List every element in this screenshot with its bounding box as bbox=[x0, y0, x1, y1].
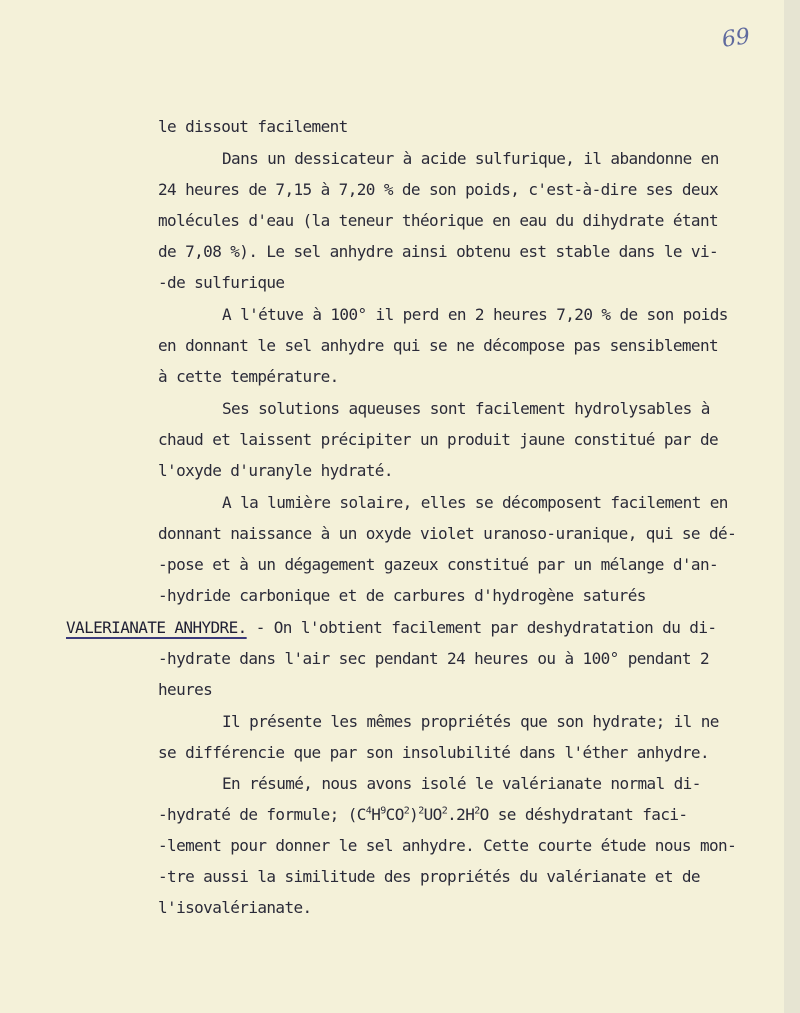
formula-text: O se déshydratant faci- bbox=[479, 805, 688, 824]
formula-text: UO bbox=[423, 805, 442, 824]
text-line: A l'étuve à 100° il perd en 2 heures 7,20 % de son poids bbox=[222, 305, 728, 324]
page-number: 69 bbox=[720, 24, 752, 53]
text-line: l'oxyde d'uranyle hydraté. bbox=[158, 461, 393, 480]
formula-text: .2H bbox=[447, 805, 475, 824]
text-line: molécules d'eau (la teneur théorique en eau du dihydrate étant bbox=[158, 211, 719, 230]
formula-text: CO bbox=[385, 805, 404, 824]
text-line: donnant naissance à un oxyde violet uranoso-uranique, qui se dé- bbox=[158, 524, 737, 543]
subscript: 2 bbox=[403, 805, 410, 817]
formula-line bbox=[158, 805, 687, 825]
text-line: A la lumière solaire, elles se décomposent facilement en bbox=[222, 493, 728, 512]
text-line: Dans un dessicateur à acide sulfurique, il abandonne en bbox=[222, 149, 719, 168]
text-line: -de sulfurique bbox=[158, 273, 285, 292]
text-line: heures bbox=[158, 680, 213, 699]
text-line: à cette température. bbox=[158, 367, 339, 386]
text-line: -hydrate dans l'air sec pendant 24 heures ou à 100° pendant 2 bbox=[158, 649, 710, 668]
section-heading: VALERIANATE ANHYDRE. bbox=[66, 618, 247, 637]
formula-text: H bbox=[371, 805, 381, 824]
formula-text: -hydraté de formule; (C bbox=[158, 805, 366, 824]
subscript: 2 bbox=[474, 805, 480, 817]
subscript: 4 bbox=[365, 805, 372, 817]
section-line bbox=[66, 618, 716, 638]
subscript: 9 bbox=[380, 805, 386, 817]
text-line: Il présente les mêmes propriétés que son hydrate; il ne bbox=[222, 712, 719, 731]
page-edge bbox=[784, 0, 800, 1013]
text-line: se différencie que par son insolubilité dans l'éther anhydre. bbox=[158, 743, 710, 762]
formula-text: ) bbox=[409, 805, 419, 824]
text-line: 24 heures de 7,15 à 7,20 % de son poids, c'est-à-dire ses deux bbox=[158, 180, 719, 199]
text-line: de 7,08 %). Le sel anhydre ainsi obtenu est stable dans le vi- bbox=[158, 242, 719, 261]
text-line: -lement pour donner le sel anhydre. Cette courte étude nous mon- bbox=[158, 836, 737, 855]
subscript: 2 bbox=[418, 805, 424, 817]
text-line: -tre aussi la similitude des propriétés du valérianate et de bbox=[158, 867, 700, 886]
text-line: l'isovalérianate. bbox=[158, 898, 312, 917]
text-line: en donnant le sel anhydre qui se ne décompose pas sensiblement bbox=[158, 336, 719, 355]
text-line: Ses solutions aqueuses sont facilement hydrolysables à bbox=[222, 399, 710, 418]
text-line: chaud et laissent précipiter un produit jaune constitué par de bbox=[158, 430, 719, 449]
text-line: -pose et à un dégagement gazeux constitué par un mélange d'an- bbox=[158, 555, 719, 574]
section-text: - On l'obtient facilement par deshydratation du di- bbox=[246, 618, 717, 637]
text-line: En résumé, nous avons isolé le valérianate normal di- bbox=[222, 774, 701, 793]
subscript: 2 bbox=[441, 805, 448, 817]
text-line: -hydride carbonique et de carbures d'hydrogène saturés bbox=[158, 586, 646, 605]
text-line: le dissout facilement bbox=[158, 117, 348, 136]
